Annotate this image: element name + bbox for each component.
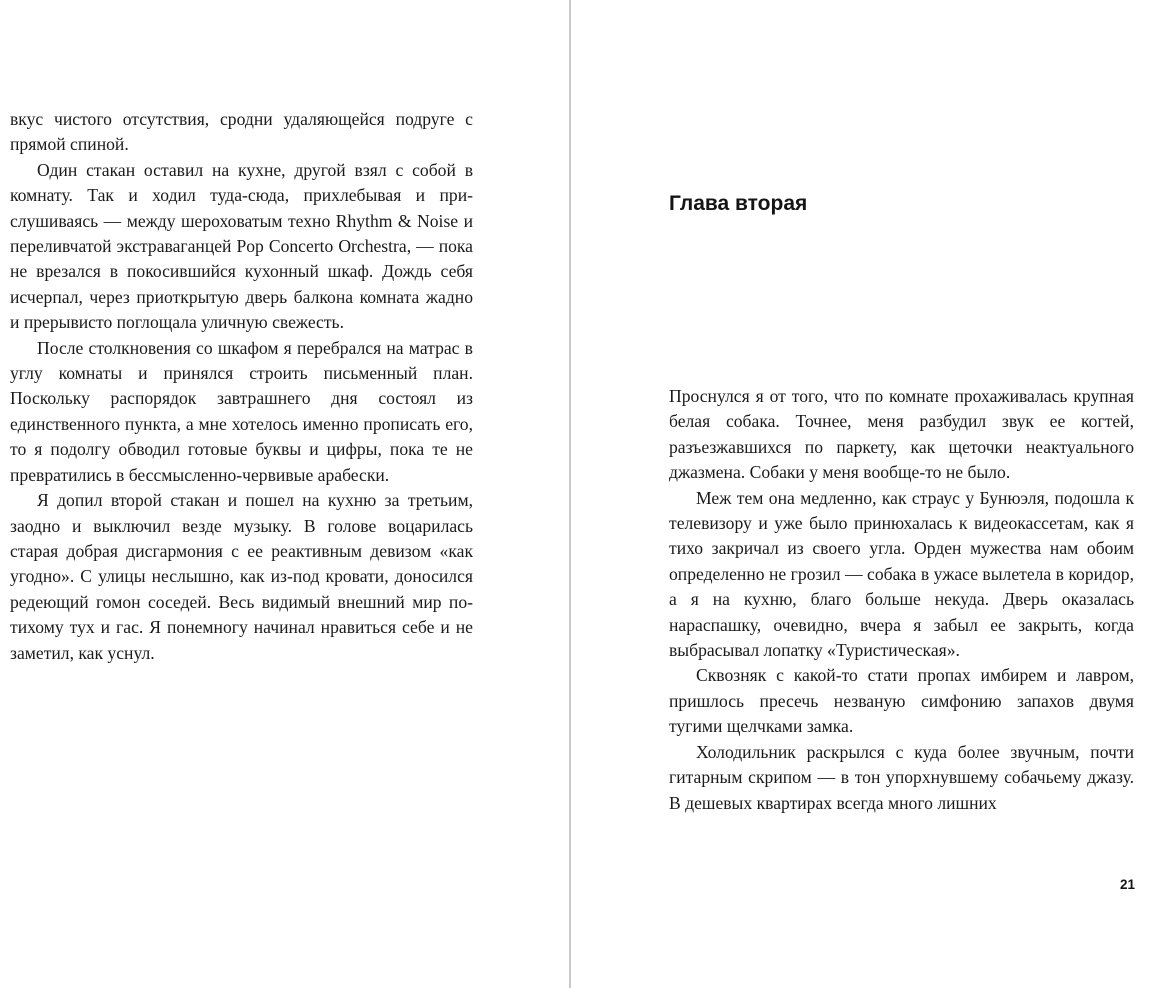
right-page-text <box>669 384 1134 816</box>
left-page-text <box>10 107 473 666</box>
left-paragraph-4: Я допил второй стакан и пошел на кухню за третьим, заодно и выключил везде музыку. В голове воцарилась старая добрая дисгармония с ее реактивным девизом «как угодно». С улицы неслышно, как из-под кровати, доносился редеющий гомон соседей. Весь видимый внешний мир по-тихому тух и гас. Я понемногу начинал нравиться себе и не заметил, как уснул. <box>10 490 473 663</box>
right-paragraph-1: Проснулся я от того, что по комнате прохаживалась крупная белая собака. Точнее, меня разбудил звук ее когтей, разъезжавшихся по паркету, как щеточки неактуального джазмена. Собаки у меня вообще-то не было. <box>669 386 1134 483</box>
left-paragraph-2: Один стакан оставил на кухне, другой взял с собой в комнату. Так и ходил туда-сюда, прихлебывая и прислушиваясь — между шероховатым техно Rhythm & Noise и переливчатой экстраваганцей Pop Concerto Orchestra, — пока не врезался в покосившийся кухонный шкаф. Дождь себя исчерпал, через приоткрытую дверь балкона комната жадно и прерывисто поглощала уличную свежесть. <box>10 159 473 333</box>
page-spread-gutter <box>569 0 571 988</box>
left-paragraph-3: После столкновения со шкафом я перебрался на матрас в углу комнаты и принялся строить письменный план. Поскольку распорядок завтрашнего дня состоял из единственного пункта, а мне хотелось именно прописать его, то я подолгу обводил готовые буквы и цифры, пока те не превратились в бессмысленно-червивые арабески. <box>10 337 473 485</box>
right-paragraph-4: Холодильник раскрылся с куда более звучным, почти гитарным скрипом — в тон упорхнувшему собачьему джазу. В дешевых квартирах всегда много лишних <box>669 741 1134 813</box>
page-number: 21 <box>1119 877 1135 892</box>
left-paragraph-1: вкус чистого отсутствия, сродни удаляющейся подруге с прямой спиной. <box>10 109 473 155</box>
chapter-title: Глава вторая <box>669 192 808 215</box>
right-paragraph-2: Меж тем она медленно, как страус у Бунюэля, подошла к телевизору и уже было принюхалась к видеокассетам, как я тихо закричал из своего угла. Орден мужества нам обоим определенно не грозил — собака в ужасе вылетела в коридор, а я на кухню, благо больше некуда. Дверь оказалась нараспашку, очевидно, вчера я забыл ее закрыть, когда выбрасывал лопатку «Туристическая». <box>669 487 1134 661</box>
right-paragraph-3: Сквозняк с какой-то стати пропах имбирем и лавром, пришлось пресечь незваную симфонию запахов двумя тугими щелчками замка. <box>669 665 1134 737</box>
